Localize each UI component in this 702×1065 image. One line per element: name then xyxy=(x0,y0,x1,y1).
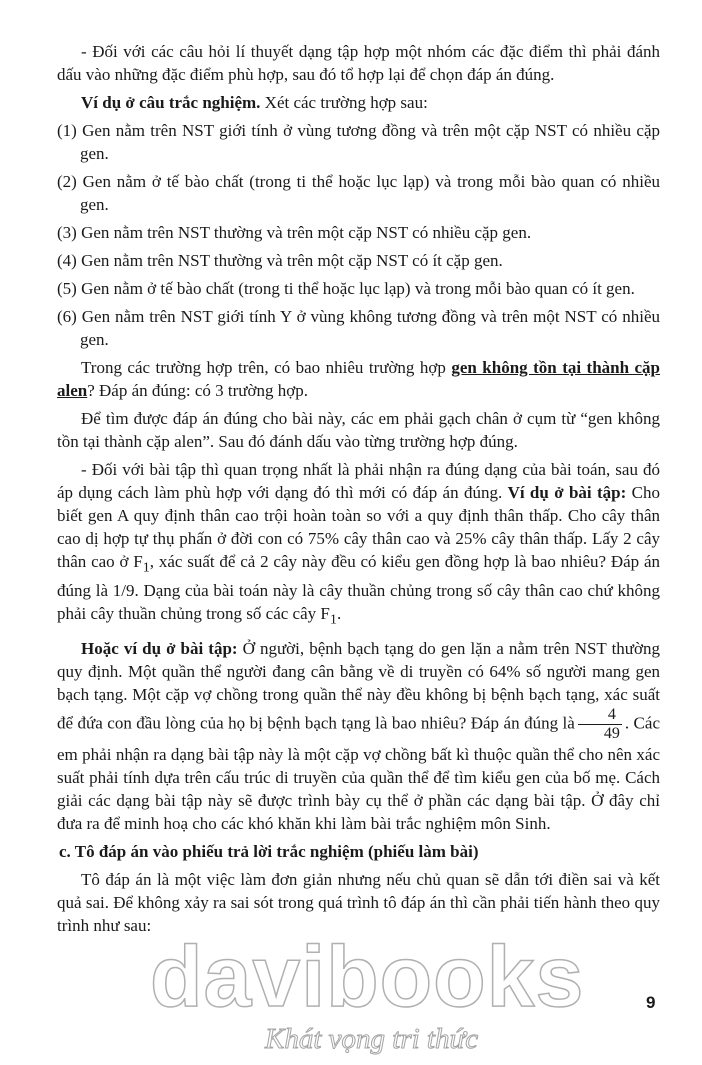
fraction-denominator: 49 xyxy=(603,724,620,742)
answer-fraction xyxy=(578,706,622,743)
para-hint: Để tìm được đáp án đúng cho bài này, các em phải gạch chân ở cụm từ “gen không tồn tại thành cặp alen”. Sau đó đánh dấu vào từng trường hợp đúng. xyxy=(57,409,660,451)
mc-example-label: Ví dụ ở câu trắc nghiệm. xyxy=(81,93,261,112)
page-number: 9 xyxy=(646,993,656,1012)
para-theory-tip: - Đối với các câu hỏi lí thuyết dạng tập hợp một nhóm các đặc điểm thì phải đánh dấu vào những đặc điểm phù hợp, sau đó tổ hợp lại để chọn đáp án đúng. xyxy=(57,42,660,84)
section-heading-c: c. Tô đáp án vào phiếu trả lời trắc nghiệm (phiếu làm bài) xyxy=(59,841,479,861)
para-other-example: Hoặc ví dụ ở bài tập: Ở người, bệnh bạch tạng do gen lặn a nằm trên NST thường quy định. Một quần thể người đang cân bằng về di truyền có 64% số người mang gen bạch tạng. Một cặp vợ chồng trong quần thể này đều không bị bệnh bạch tạng, xác suất để đứa con đầu lòng của họ bị bệnh bạch tạng là bao nhiêu? Đáp án đúng là $\frac{4}{49}$ . Các em phải nhận ra dạng bài tập này là một cặp vợ chồng bất kì thuộc quần thể cho nên xác suất phải tính dựa trên cấu trúc di truyền của quần thể để tìm kiểu gen của bố mẹ. Cách giải các dạng bài tập này sẽ được trình bày cụ thể ở phần các dạng bài tập. Ở đây chỉ đưa ra để minh hoạ cho các khó khăn khi làm bài trắc nghiệm môn Sinh. xyxy=(57,638,660,833)
case-item: (4) Gen nằm trên NST thường và trên một cặp NST có ít cặp gen. xyxy=(57,251,503,270)
other-example-label: Hoặc ví dụ ở bài tập: xyxy=(81,638,238,658)
exercise-example-label: Ví dụ ở bài tập: xyxy=(507,483,627,502)
body-text xyxy=(57,40,660,942)
para-answer-sheet: Tô đáp án là một việc làm đơn giản nhưng nếu chủ quan sẽ dẫn tới điền sai và kết quả sai. Để không xảy ra sai sót trong quá trình tô đáp án thì cần phải tiến hành theo quy trình như sau: xyxy=(57,869,660,935)
para-question: Trong các trường hợp trên, có bao nhiêu trường hợp gen không tồn tại thành cặp alen? Đáp án đúng: có 3 trường hợp. xyxy=(57,358,661,400)
case-item: (5) Gen nằm ở tế bào chất (trong ti thể hoặc lục lạp) và trong mỗi bào quan có ít gen. xyxy=(57,279,635,298)
case-item: (2) Gen nằm ở tế bào chất (trong ti thể hoặc lục lạp) và trong mỗi bào quan có nhiều gen. xyxy=(57,172,660,214)
fraction-numerator: 4 xyxy=(578,706,622,725)
underlined-key-phrase: gen không tồn tại thành cặp alen xyxy=(57,358,661,400)
para-mc-example-intro: Ví dụ ở câu trắc nghiệm. Xét các trường hợp sau: xyxy=(81,93,428,112)
watermark-logo: davibooks xyxy=(150,929,585,1025)
para-exercise-example: - Đối với bài tập thì quan trọng nhất là phải nhận ra đúng dạng của bài toán, sau đó áp dụng cách làm phù hợp với dạng đó thì mới có đáp án đúng. Ví dụ ở bài tập: Cho biết gen A quy định thân cao trội hoàn toàn so với a quy định thân thấp. Cho cây thân cao dị hợp tự thụ phấn ở đời con có 75% cây thân cao và 25% cây thân thấp. Lấy 2 cây thân cao ở $F_1$, xác suất để cả 2 cây này đều có kiểu gen đồng hợp là bao nhiêu? Đáp án đúng là 1/9. Dạng của bài toán này là cây thuần chủng trong số cây thân cao chứ không phải cây thuần chủng trong số các cây $F_1$. xyxy=(57,460,660,628)
case-item: (1) Gen nằm trên NST giới tính ở vùng tương đồng và trên một cặp NST có nhiều cặp gen. xyxy=(57,121,660,163)
case-item: (6) Gen nằm trên NST giới tính Y ở vùng không tương đồng và trên một NST có nhiều gen. xyxy=(57,307,660,349)
watermark-tagline: Khát vọng tri thức xyxy=(265,1023,479,1055)
case-item: (3) Gen nằm trên NST thường và trên một cặp NST có nhiều cặp gen. xyxy=(57,223,532,242)
